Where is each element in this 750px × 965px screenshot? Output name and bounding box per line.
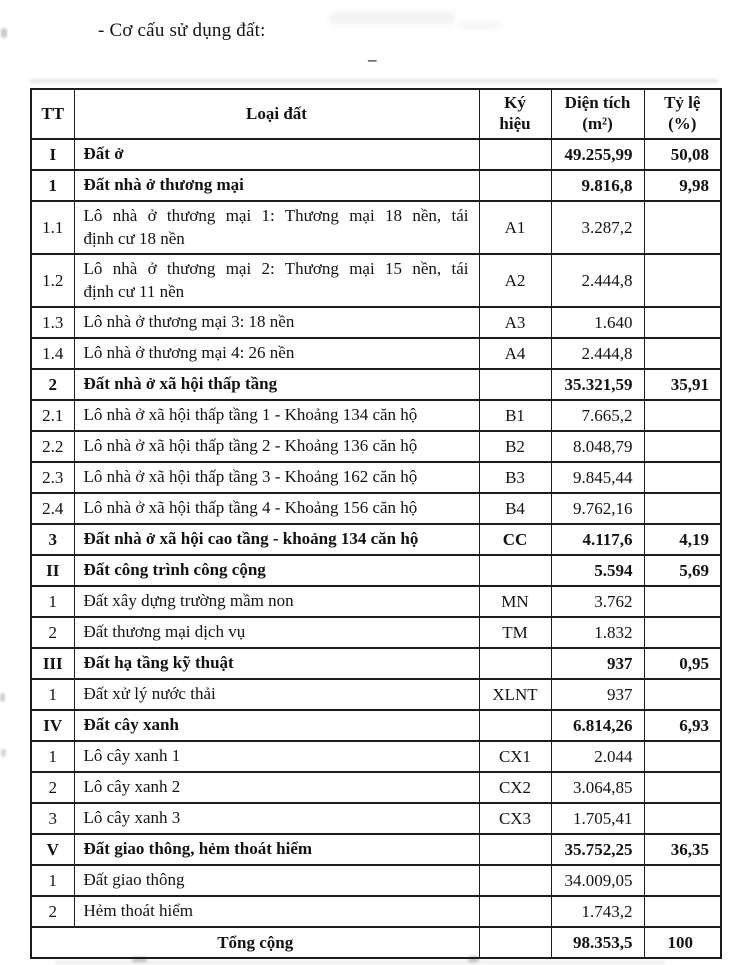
area-cell: 6.814,26 <box>551 710 644 741</box>
area-cell: 49.255,99 <box>551 139 644 170</box>
scan-smudge <box>30 79 718 83</box>
row-number-cell: 2 <box>31 772 74 803</box>
area-cell: 8.048,79 <box>551 431 644 462</box>
land-type-cell: Lô cây xanh 2 <box>74 772 479 803</box>
table-row <box>31 369 721 400</box>
symbol-cell <box>479 369 551 400</box>
symbol-cell <box>479 170 551 201</box>
header-ratio <box>644 89 721 139</box>
table-row <box>31 170 721 201</box>
ratio-cell <box>644 338 721 369</box>
land-type-line: định cư 18 nền <box>83 228 185 248</box>
row-number-cell: 2 <box>31 896 74 927</box>
area-cell: 35.752,25 <box>551 834 644 865</box>
area-cell: 34.009,05 <box>551 865 644 896</box>
row-number-cell: 2.2 <box>31 431 74 462</box>
row-number-cell: 1.2 <box>31 254 74 307</box>
ratio-cell <box>644 617 721 648</box>
area-cell: 9.762,16 <box>551 493 644 524</box>
area-cell: 3.064,85 <box>551 772 644 803</box>
total-row <box>31 927 721 958</box>
table-row <box>31 307 721 338</box>
land-type-line: Lô nhà ở thương mại 2: Thương mại 15 nền, tái <box>83 258 469 278</box>
row-number-cell: 2.4 <box>31 493 74 524</box>
land-type-cell <box>74 254 479 307</box>
land-type-cell: Đất ở <box>74 139 479 170</box>
area-cell: 2.444,8 <box>551 254 644 307</box>
table-row <box>31 741 721 772</box>
table-row <box>31 648 721 679</box>
land-type-cell: Đất hạ tầng kỹ thuật <box>74 648 479 679</box>
header-ratio-line1: Tỷ lệ <box>664 93 701 113</box>
table-row <box>31 254 721 307</box>
header-symbol <box>479 89 551 139</box>
table-row <box>31 679 721 710</box>
ratio-cell <box>644 462 721 493</box>
table-row <box>31 834 721 865</box>
ratio-cell <box>644 772 721 803</box>
ratio-cell: 0,95 <box>644 648 721 679</box>
table-row <box>31 338 721 369</box>
row-number-cell: II <box>31 555 74 586</box>
header-area <box>551 89 644 139</box>
area-cell: 9.816,8 <box>551 170 644 201</box>
row-number-cell: 1.3 <box>31 307 74 338</box>
area-cell: 937 <box>551 648 644 679</box>
land-type-cell <box>74 201 479 254</box>
table-row <box>31 493 721 524</box>
table-row <box>31 586 721 617</box>
land-type-cell: Đất giao thông, hẻm thoát hiểm <box>74 834 479 865</box>
symbol-cell <box>479 648 551 679</box>
header-area-line1: Diện tích <box>564 93 631 113</box>
land-type-line: định cư 11 nền <box>83 281 185 301</box>
row-number-cell: 1.4 <box>31 338 74 369</box>
land-table-body <box>31 139 721 958</box>
area-cell: 1.640 <box>551 307 644 338</box>
row-number-cell: 1 <box>31 865 74 896</box>
symbol-cell <box>479 927 551 958</box>
header-ratio-line2: (%) <box>668 114 697 133</box>
symbol-cell: MN <box>479 586 551 617</box>
land-type-cell: Hẻm thoát hiểm <box>74 896 479 927</box>
table-row <box>31 865 721 896</box>
land-type-cell: Lô cây xanh 3 <box>74 803 479 834</box>
land-use-table <box>30 88 722 959</box>
land-type-cell: Lô nhà ở thương mại 3: 18 nền <box>74 307 479 338</box>
ratio-cell <box>644 586 721 617</box>
row-number-cell: 3 <box>31 803 74 834</box>
total-label-cell: Tổng cộng <box>31 927 479 958</box>
land-type-cell: Lô nhà ở xã hội thấp tầng 4 - Khoảng 156 căn hộ <box>74 493 479 524</box>
area-cell: 5.594 <box>551 555 644 586</box>
table-row <box>31 431 721 462</box>
symbol-cell <box>479 834 551 865</box>
ratio-cell <box>644 679 721 710</box>
table-row <box>31 710 721 741</box>
row-number-cell: I <box>31 139 74 170</box>
table-row <box>31 896 721 927</box>
ratio-cell: 6,93 <box>644 710 721 741</box>
area-cell: 9.845,44 <box>551 462 644 493</box>
land-type-line: Lô nhà ở thương mại 1: Thương mại 18 nền, tái <box>83 205 469 225</box>
row-number-cell: 1.1 <box>31 201 74 254</box>
table-row <box>31 803 721 834</box>
symbol-cell: A3 <box>479 307 551 338</box>
scan-smudge <box>460 22 500 29</box>
ratio-cell: 5,69 <box>644 555 721 586</box>
land-type-cell: Đất xử lý nước thải <box>74 679 479 710</box>
row-number-cell: 1 <box>31 586 74 617</box>
area-cell: 1.705,41 <box>551 803 644 834</box>
row-number-cell: 2 <box>31 369 74 400</box>
document-title: - Cơ cấu sử dụng đất: <box>98 20 266 41</box>
symbol-cell <box>479 865 551 896</box>
header-area-line2: (m²) <box>582 114 613 133</box>
ratio-cell: 100 <box>644 927 721 958</box>
row-number-cell: 3 <box>31 524 74 555</box>
row-number-cell: 2.1 <box>31 400 74 431</box>
ratio-cell <box>644 865 721 896</box>
table-row <box>31 555 721 586</box>
area-cell: 1.832 <box>551 617 644 648</box>
ratio-cell <box>644 493 721 524</box>
land-type-cell: Đất nhà ở thương mại <box>74 170 479 201</box>
header-land-type: Loại đất <box>74 89 479 139</box>
area-cell: 7.665,2 <box>551 400 644 431</box>
header-symbol-line1: Ký <box>504 93 526 113</box>
scan-edge-mark <box>1 749 6 757</box>
symbol-cell: B1 <box>479 400 551 431</box>
symbol-cell: CC <box>479 524 551 555</box>
table-row <box>31 462 721 493</box>
symbol-cell: B4 <box>479 493 551 524</box>
land-type-cell: Lô nhà ở xã hội thấp tầng 1 - Khoảng 134 căn hộ <box>74 400 479 431</box>
row-number-cell: 1 <box>31 170 74 201</box>
ratio-cell <box>644 803 721 834</box>
row-number-cell: 1 <box>31 741 74 772</box>
ratio-cell: 35,91 <box>644 369 721 400</box>
symbol-cell: A1 <box>479 201 551 254</box>
land-type-cell: Lô nhà ở xã hội thấp tầng 2 - Khoảng 136 căn hộ <box>74 431 479 462</box>
ratio-cell <box>644 896 721 927</box>
ratio-cell <box>644 307 721 338</box>
table-row <box>31 139 721 170</box>
land-type-cell: Lô nhà ở thương mại 4: 26 nền <box>74 338 479 369</box>
symbol-cell <box>479 896 551 927</box>
scan-smudge <box>330 12 455 25</box>
symbol-cell: A2 <box>479 254 551 307</box>
symbol-cell: CX3 <box>479 803 551 834</box>
area-cell: 98.353,5 <box>551 927 644 958</box>
header-tt: TT <box>31 89 74 139</box>
land-type-cell: Đất giao thông <box>74 865 479 896</box>
ratio-cell: 36,35 <box>644 834 721 865</box>
land-type-cell: Lô cây xanh 1 <box>74 741 479 772</box>
area-cell: 3.762 <box>551 586 644 617</box>
area-cell: 2.044 <box>551 741 644 772</box>
symbol-cell: XLNT <box>479 679 551 710</box>
symbol-cell <box>479 139 551 170</box>
table-row <box>31 524 721 555</box>
scan-edge-mark <box>1 28 7 38</box>
row-number-cell: IV <box>31 710 74 741</box>
table-row <box>31 201 721 254</box>
symbol-cell <box>479 710 551 741</box>
area-cell: 2.444,8 <box>551 338 644 369</box>
area-cell: 1.743,2 <box>551 896 644 927</box>
area-cell: 35.321,59 <box>551 369 644 400</box>
area-cell: 4.117,6 <box>551 524 644 555</box>
symbol-cell: A4 <box>479 338 551 369</box>
symbol-cell <box>479 555 551 586</box>
land-type-cell: Đất xây dựng trường mầm non <box>74 586 479 617</box>
row-number-cell: 1 <box>31 679 74 710</box>
ratio-cell <box>644 400 721 431</box>
land-type-cell: Lô nhà ở xã hội thấp tầng 3 - Khoảng 162 căn hộ <box>74 462 479 493</box>
table-row <box>31 400 721 431</box>
ratio-cell: 9,98 <box>644 170 721 201</box>
row-number-cell: V <box>31 834 74 865</box>
cutoff-text-mark <box>55 961 665 964</box>
land-type-cell: Đất công trình công cộng <box>74 555 479 586</box>
land-type-cell: Đất nhà ở xã hội thấp tầng <box>74 369 479 400</box>
ratio-cell <box>644 431 721 462</box>
table-row <box>31 772 721 803</box>
ratio-cell <box>644 201 721 254</box>
scan-edge-mark <box>0 693 5 702</box>
page-separator-dash: – <box>368 50 377 69</box>
symbol-cell: TM <box>479 617 551 648</box>
row-number-cell: 2 <box>31 617 74 648</box>
ratio-cell: 50,08 <box>644 139 721 170</box>
area-cell: 937 <box>551 679 644 710</box>
symbol-cell: CX2 <box>479 772 551 803</box>
ratio-cell <box>644 254 721 307</box>
land-type-cell: Đất thương mại dịch vụ <box>74 617 479 648</box>
header-symbol-line2: hiệu <box>499 114 531 133</box>
symbol-cell: B2 <box>479 431 551 462</box>
ratio-cell: 4,19 <box>644 524 721 555</box>
area-cell: 3.287,2 <box>551 201 644 254</box>
ratio-cell <box>644 741 721 772</box>
land-type-cell: Đất cây xanh <box>74 710 479 741</box>
symbol-cell: CX1 <box>479 741 551 772</box>
table-row <box>31 617 721 648</box>
land-type-cell: Đất nhà ở xã hội cao tầng - khoảng 134 căn hộ <box>74 524 479 555</box>
header-row <box>31 89 721 139</box>
symbol-cell: B3 <box>479 462 551 493</box>
row-number-cell: 2.3 <box>31 462 74 493</box>
row-number-cell: III <box>31 648 74 679</box>
